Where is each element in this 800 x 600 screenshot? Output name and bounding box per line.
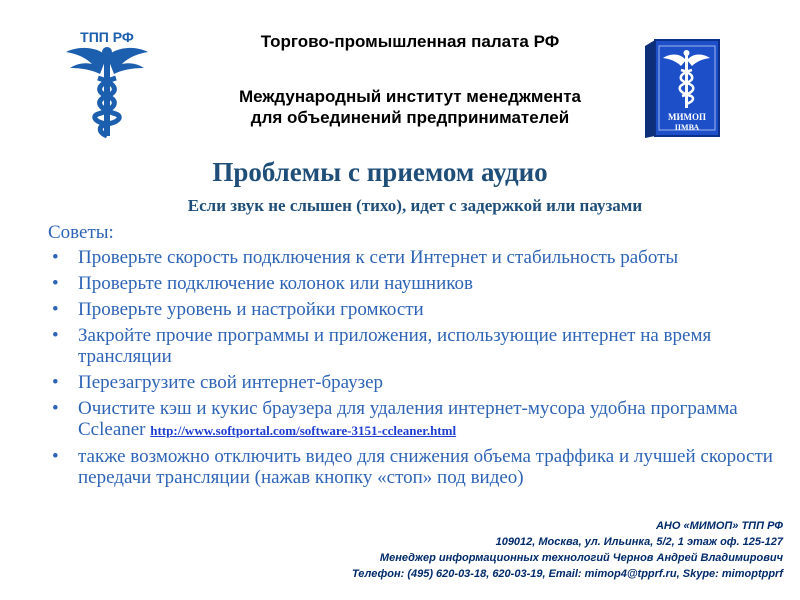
tip-text: Перезагрузите свой интернет-браузер xyxy=(78,372,384,393)
footer-contacts xyxy=(352,518,783,582)
footer-org: АНО «МИМОП» ТПП РФ xyxy=(655,520,783,532)
tip-item xyxy=(48,325,788,367)
tip-item xyxy=(48,446,788,488)
bullet-icon: • xyxy=(52,273,59,294)
institute-line-1: Международный институт менеджмента xyxy=(238,87,581,106)
org-name: Торгово-промышленная палата РФ xyxy=(260,32,560,51)
logo-left-text: ТПП РФ xyxy=(80,29,134,45)
tip-text: Закройте прочие программы и приложения, использующие интернет на время трансляции xyxy=(78,325,712,367)
tip-text: Проверьте скорость подключения к сети Интернет и стабильность работы xyxy=(78,247,679,268)
tip-text: Проверьте уровень и настройки громкости xyxy=(78,299,424,320)
tip-text: Проверьте подключение колонок или наушников xyxy=(78,273,473,294)
tip-item xyxy=(48,398,788,441)
logo-right-text-2: IIМВА xyxy=(674,123,700,132)
page-subtitle: Если звук не слышен (тихо), идет с задержкой или паузами xyxy=(187,196,643,215)
bullet-icon: • xyxy=(52,325,59,346)
bullet-icon: • xyxy=(52,446,59,467)
bullet-icon: • xyxy=(52,299,59,320)
footer-address: 109012, Москва, ул. Ильинка, 5/2, 1 этаж оф. 125-127 xyxy=(495,536,783,548)
tips-label: Советы: xyxy=(48,222,114,243)
institute-name xyxy=(130,86,690,128)
footer-manager: Менеджер информационных технологий Чернов Андрей Владимирович xyxy=(379,552,783,564)
bullet-icon: • xyxy=(52,372,59,393)
tip-item xyxy=(48,299,788,320)
footer-contacts-line: Телефон: (495) 620-03-18, 620-03-19, Email: mimop4@tpprf.ru, Skype: mimoptpprf xyxy=(352,568,783,580)
bullet-icon: • xyxy=(52,398,59,419)
tip-item xyxy=(48,273,788,294)
tip-item xyxy=(48,372,788,393)
page-title: Проблемы с приемом аудио xyxy=(212,157,548,187)
tip-item xyxy=(48,247,788,268)
bullet-icon: • xyxy=(52,247,59,268)
tip-text: Очистите кэш и кукис браузера для удаления интернет-мусора удобна программа Ccleaner xyxy=(78,398,738,440)
tips-list xyxy=(48,247,788,493)
tip-text: также возможно отключить видео для снижения объема траффика и лучшей скорости передачи трансляции (нажав кнопку «стоп» под видео) xyxy=(78,446,773,488)
ccleaner-link[interactable]: http://www.softportal.com/software-3151-ccleaner.html xyxy=(150,423,457,438)
logo-right-text-1: МИМОП xyxy=(668,112,706,122)
institute-line-2: для объединений предпринимателей xyxy=(250,108,570,127)
mimop-book-logo xyxy=(641,38,723,140)
